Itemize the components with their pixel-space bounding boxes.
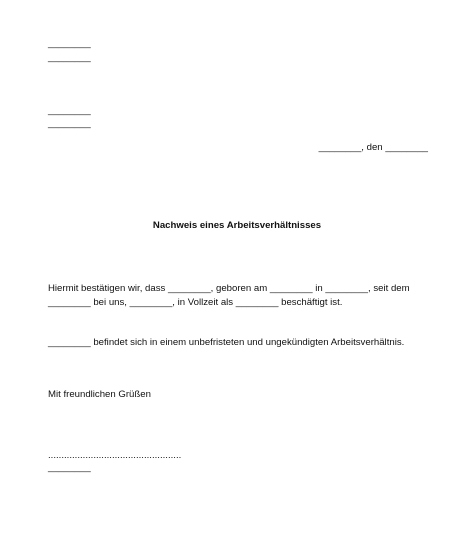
- paragraph-line-1: Hiermit bestätigen wir, dass ________, geboren am ________ in ________, seit dem: [48, 283, 410, 294]
- sender-line-1: ________: [48, 38, 91, 49]
- document-title: Nachweis eines Arbeitsverhältnisses: [152, 220, 322, 231]
- signature-name: ________: [48, 462, 91, 473]
- place-date-line: ________, den ________: [318, 142, 428, 153]
- employment-status-paragraph: ________ befindet sich in einem unbefristeten und ungekündigten Arbeitsverhältnis.: [48, 337, 405, 348]
- closing-salutation: Mit freundlichen Grüßen: [48, 389, 151, 400]
- sender-line-2: ________: [48, 52, 91, 63]
- signature-dotted-line: ..................................................: [48, 450, 182, 461]
- recipient-line-2: ________: [48, 118, 91, 129]
- recipient-line-1: ________: [48, 105, 91, 116]
- paragraph-line-2: ________ bei uns, ________, in Vollzeit als ________ beschäftigt ist.: [48, 297, 343, 308]
